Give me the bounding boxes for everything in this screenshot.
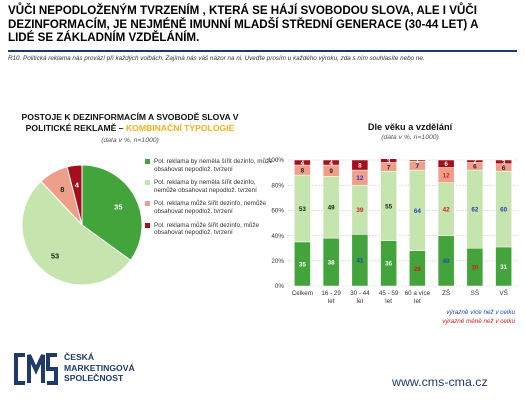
legend-swatch [145, 201, 150, 206]
legend-label: Pol. reklama může šířit dezinfo, nemůže obsahovat nepodlož. tvrzení [154, 200, 266, 215]
bar-value-label: 6 [501, 164, 506, 172]
pie-slice-label: 53 [50, 251, 60, 261]
legend-item [145, 200, 275, 215]
bar-value-label: 12 [442, 172, 450, 180]
x-tick-label [350, 290, 370, 305]
logo-line: MARKETINGOVÁ [64, 362, 135, 373]
bar-value-label: 2 [473, 158, 477, 166]
bar-chart-subtitle: (data v %, n=1000) [381, 134, 439, 141]
x-tick-line: SŠ [470, 290, 480, 297]
bar-chart-title: Dle věku a vzdělání [367, 122, 453, 132]
legend-label: Pol. reklama by neměla šířit dezinfo, nemůže obsahovat nepodlož. tvrzení [154, 179, 257, 194]
x-tick-line: let [327, 298, 335, 305]
x-tick-line: let [356, 298, 364, 305]
legend-swatch [145, 223, 150, 228]
bar-value-label: 41 [356, 257, 364, 265]
y-tick-label: 0% [274, 283, 284, 291]
x-tick-line: VŠ [499, 290, 508, 297]
x-tick-label [499, 288, 507, 297]
bar-value-label: 53 [298, 205, 306, 213]
bar-value-label: 28 [413, 265, 421, 273]
bar-value-label: 8 [300, 167, 305, 175]
pie-title-main: POSTOJE K DEZINFORMACÍM A SVOBODĚ SLOVA V POLITICKÉ REKLAMĚ – [21, 112, 239, 133]
bar-value-label: 62 [471, 206, 479, 214]
survey-question: R10. Politická reklama nás provází při každých volbách. Zajímá nás váš názor na ni. Uveďte prosím u každého výroku, zda s ním souhlasíte nebo ne. [8, 55, 425, 62]
title-divider [8, 50, 517, 52]
x-tick-label [405, 290, 431, 305]
legend-item [145, 179, 275, 194]
legend-label: Pol. reklama by neměla šířit dezinfo, může obsahovat nepodlož. tvrzení [154, 158, 273, 173]
bar-value-label: 38 [327, 259, 335, 267]
bar-value-label: 42 [442, 206, 450, 214]
website-link[interactable]: www.cms-cma.cz [392, 375, 488, 389]
y-tick-label: 20% [271, 258, 284, 265]
y-tick-label: 100% [267, 157, 284, 165]
bar-value-label: 49 [327, 204, 335, 212]
bar-value-label: 6 [444, 161, 448, 169]
bar-value-label: 60 [500, 206, 508, 214]
x-tick-line: let [414, 298, 421, 305]
x-tick-line: 60 a více [404, 290, 431, 297]
pie-chart-title [20, 112, 240, 134]
x-tick-line: ZŠ [442, 290, 451, 297]
bar-value-label: 9 [329, 168, 333, 176]
bar-value-label: 7 [386, 164, 391, 172]
x-tick-line: let [385, 298, 392, 305]
note-lower: výrazně méně než v celku [442, 318, 515, 325]
bar-value-label: 7 [415, 163, 420, 171]
x-tick-line: Celkem [291, 290, 314, 297]
x-tick-line: 16 - 29 [321, 290, 341, 297]
bar-value-label: 1 [415, 158, 420, 166]
pie-legend [145, 158, 275, 243]
legend-swatch [145, 159, 150, 164]
bar-value-label: 31 [500, 263, 508, 271]
cms-logo-icon [13, 352, 59, 386]
x-tick-label [471, 288, 479, 297]
x-tick-label [292, 290, 313, 297]
bar-value-label: 3 [501, 159, 506, 167]
bar-value-label: 12 [356, 175, 364, 183]
pie-slice-label: 4 [74, 180, 79, 190]
legend-label: Pol. reklama může šířit dezinfo, může obsahovat nepodlož. tvrzení [154, 221, 259, 237]
note-higher: výrazně více než v celku [446, 309, 515, 316]
bar-value-label: 55 [385, 203, 393, 211]
bar-value-label: 30 [471, 264, 479, 272]
pie-slice-label: 8 [60, 185, 65, 195]
legend-item [145, 158, 275, 173]
legend-item [145, 222, 275, 237]
bar-value-label: 6 [473, 163, 477, 171]
stacked-bar-chart [262, 150, 520, 310]
bar-value-label: 40 [442, 258, 450, 266]
bar-value-label: 36 [385, 260, 393, 268]
pie-slice-label: 35 [114, 202, 123, 212]
x-tick-line: 45 - 59 [378, 290, 399, 297]
bar-value-label: 4 [329, 159, 333, 167]
pie-chart-subtitle: (data v %, n=1000) [101, 137, 159, 144]
pie-title-accent: KOMBINAČNÍ TYPOLOGIE [125, 123, 235, 133]
x-tick-label [442, 288, 450, 297]
x-tick-line: 30 - 44 [350, 290, 370, 297]
bar-value-label: 8 [358, 162, 362, 170]
pie-chart [20, 150, 145, 300]
bar-value-label: 39 [356, 207, 364, 215]
page-title: VŮČI NEPODLOŽENÝM TVRZENÍM , KTERÁ SE HÁJÍ SVOBODOU SLOVA, ALE I VŮČI DEZINFORMACÍM, JE NEJMÉNĚ IMUNNÍ MLADŠÍ STŘEDNÍ GENERACE (30-44 LET) A LIDÉ SE ZÁKLADNÍM VZDĚLÁNÍM. [8, 4, 479, 44]
logo-line: SPOLEČNOST [64, 373, 124, 383]
logo-line: ČESKÁ [64, 352, 95, 362]
bar-value-label: 64 [413, 207, 421, 215]
bar-value-label: 35 [298, 261, 306, 269]
bar-value-label: 3 [386, 158, 391, 166]
bar-value-label: 4 [300, 159, 305, 167]
y-tick-label: 80% [271, 182, 284, 190]
logo-text [64, 352, 135, 384]
y-tick-label: 60% [271, 207, 284, 215]
legend-swatch [145, 180, 150, 185]
y-tick-label: 40% [271, 232, 284, 240]
x-tick-label [379, 290, 399, 305]
x-tick-label [321, 290, 341, 305]
